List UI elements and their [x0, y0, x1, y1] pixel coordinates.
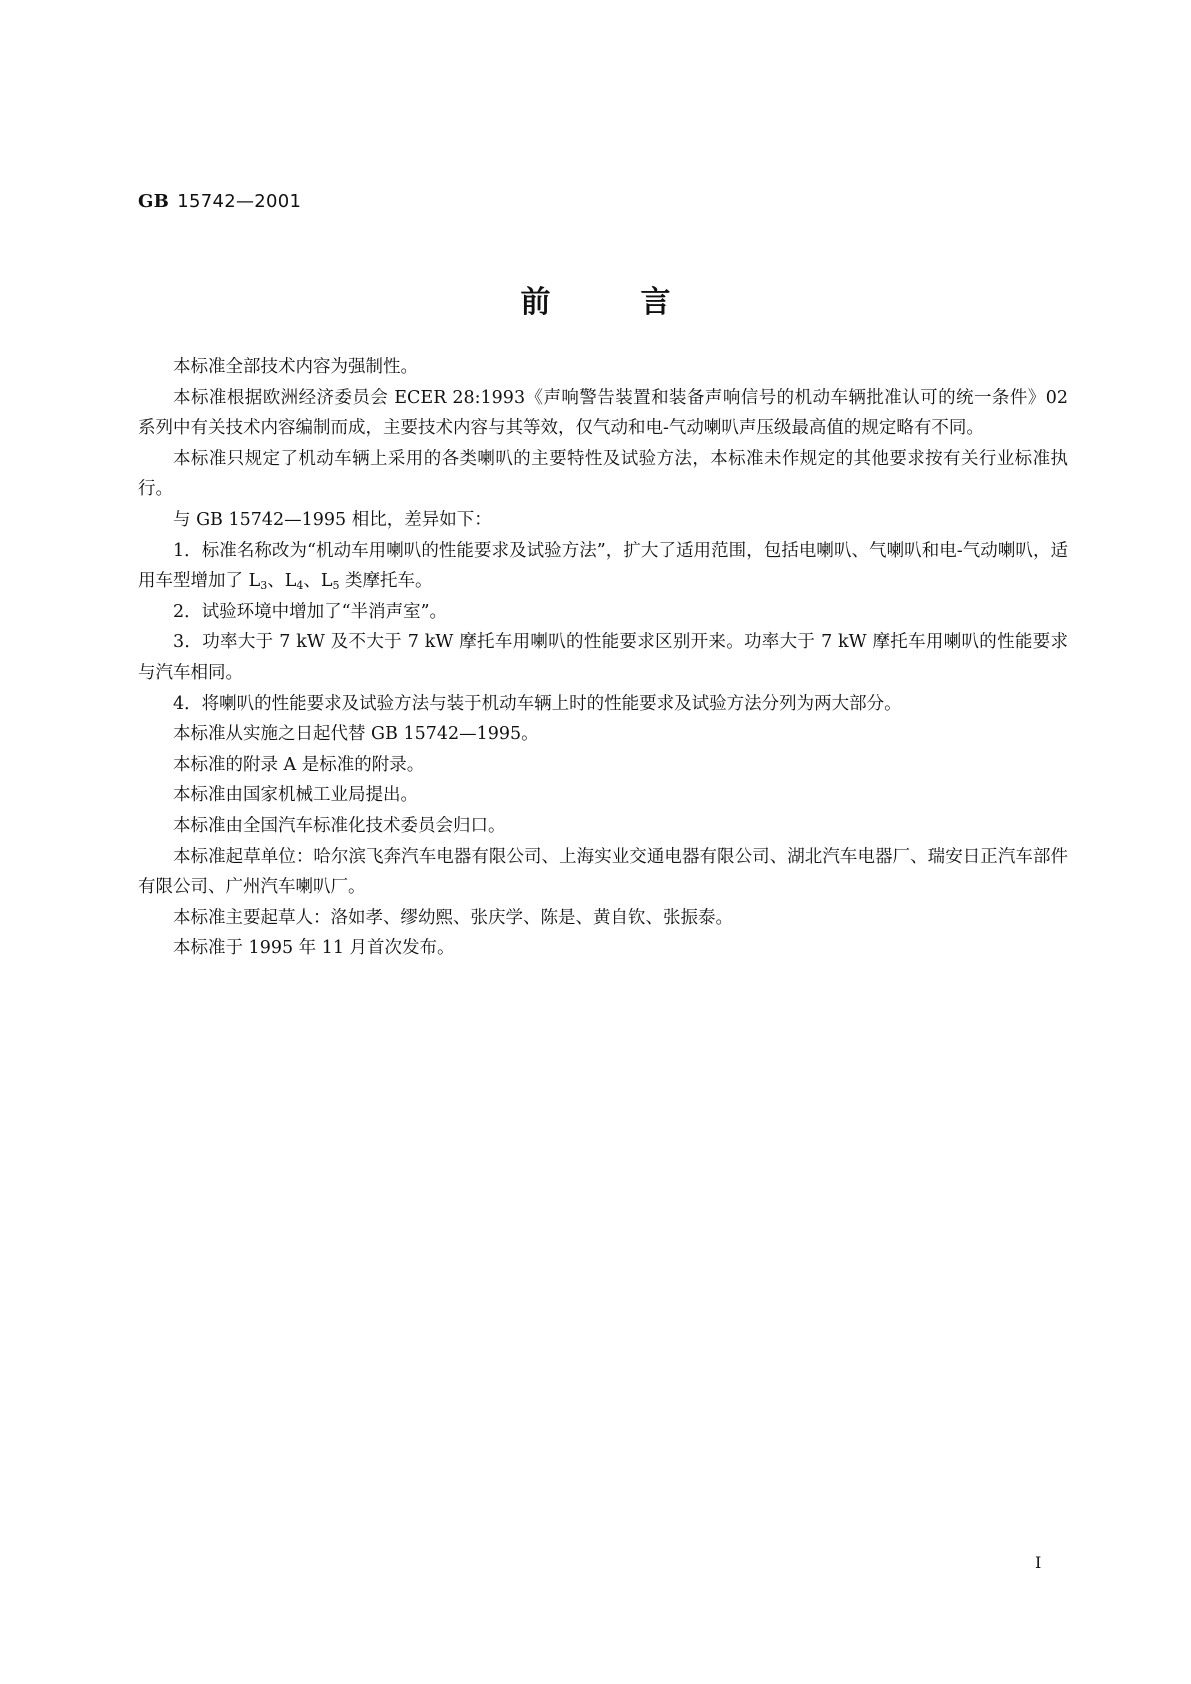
paragraph-drafters: 本标准主要起草人：洛如孝、缪幼熙、张庆学、陈是、黄自钦、张振泰。 — [173, 907, 733, 928]
standard-number: 15742—2001 — [177, 191, 302, 212]
page-number: I — [1035, 1553, 1042, 1572]
standard-code — [138, 190, 301, 214]
foreword-body — [138, 352, 1068, 964]
paragraph-replacement: 本标准从实施之日起代替 GB 15742—1995。 — [173, 724, 539, 745]
l4-symbol: $L_4$ — [284, 571, 304, 593]
difference-item-1: 1．标准名称改为“机动车用喇叭的性能要求及试验方法”，扩大了适用范围，包括电喇叭、气喇叭和电-气动喇叭，适用车型增加了 $L_3$、$L_4$、$L_5$ 类摩托车。 — [138, 540, 1068, 593]
difference-item-4: 4．将喇叭的性能要求及试验方法与装于机动车辆上时的性能要求及试验方法分列为两大部分。 — [173, 693, 902, 714]
paragraph-differences-intro: 与 GB 15742—1995 相比，差异如下： — [173, 509, 492, 530]
paragraph-drafting-units: 本标准起草单位：哈尔滨飞奔汽车电器有限公司、上海实业交通电器有限公司、湖北汽车电器厂、瑞安日正汽车部件有限公司、广州汽车喇叭厂。 — [138, 846, 1068, 898]
paragraph-scope: 本标准只规定了机动车辆上采用的各类喇叭的主要特性及试验方法，本标准未作规定的其他要求按有关行业标准执行。 — [138, 448, 1068, 500]
difference-item-1-text: 1．标准名称改为“机动车用喇叭的性能要求及试验方法”，扩大了适用范围，包括电喇叭、气喇叭和电-气动喇叭，适用车型增加了 — [138, 540, 1068, 592]
l5-symbol: $L_5$ — [320, 571, 340, 593]
paragraph-appendix: 本标准的附录 A 是标准的附录。 — [173, 754, 425, 775]
gb-label: GB — [138, 191, 170, 212]
paragraph-first-issue: 本标准于 1995 年 11 月首次发布。 — [173, 938, 455, 959]
difference-item-2: 2．试验环境中增加了“半消声室”。 — [173, 601, 448, 622]
difference-item-3: 3．功率大于 7 kW 及不大于 7 kW 摩托车用喇叭的性能要求区别开来。功率大于 7 kW 摩托车用喇叭的性能要求与汽车相同。 — [138, 632, 1068, 683]
paragraph-proposer: 本标准由国家机械工业局提出。 — [173, 785, 418, 806]
paragraph-mandatory: 本标准全部技术内容为强制性。 — [173, 357, 418, 377]
l3-symbol: $L_3$ — [248, 571, 268, 593]
paragraph-committee: 本标准由全国汽车标准化技术委员会归口。 — [173, 815, 506, 836]
paragraph-basis: 本标准根据欧洲经济委员会 ECER 28:1993《声响警告装置和装备声响信号的机动车辆批准认可的统一条件》02 系列中有关技术内容编制而成，主要技术内容与其等效，仅气动和电-气动喇叭声压级最高值的规定略有不同。 — [138, 387, 1068, 439]
page-title: 前言 — [520, 285, 761, 320]
